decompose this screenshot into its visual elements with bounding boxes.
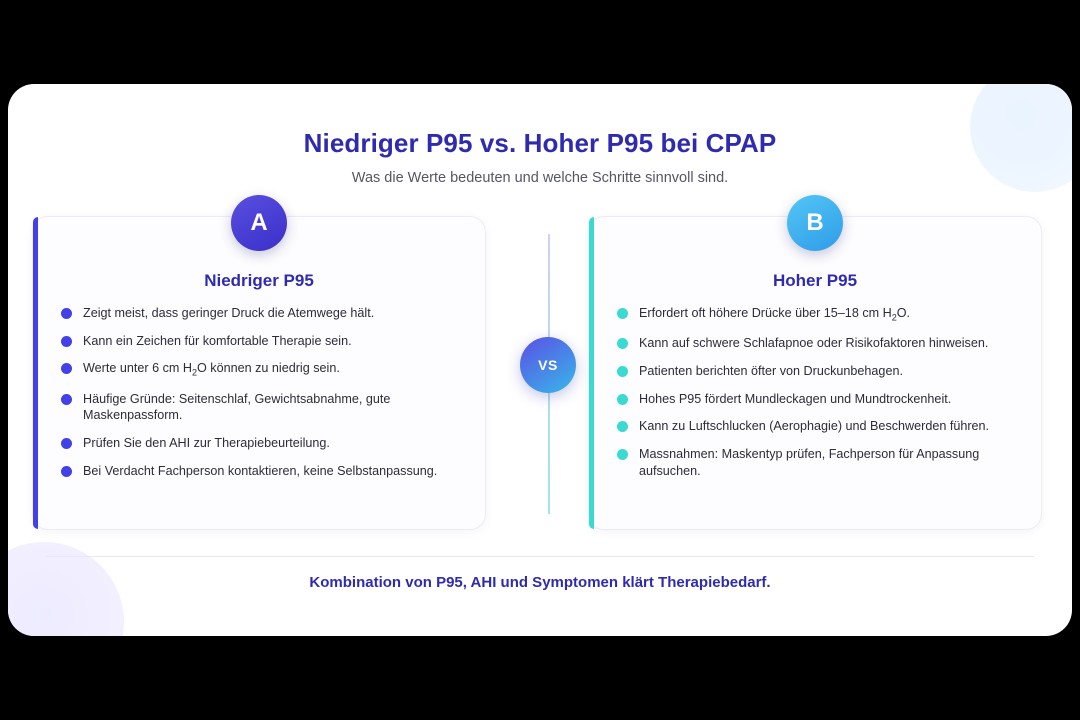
panel-hoher-p95 <box>588 209 1042 530</box>
list-item: Erfordert oft höhere Drücke über 15–18 cm $H_2O$. <box>617 305 1019 324</box>
content-card <box>8 84 1072 636</box>
list-left <box>33 305 485 490</box>
panel-niedriger-p95 <box>32 209 486 530</box>
list-item: Kann auf schwere Schlafapnoe oder Risikofaktoren hinweisen. <box>617 335 1019 352</box>
list-item: Massnahmen: Maskentyp prüfen, Fachperson für Anpassung aufsuchen. <box>617 446 1019 479</box>
list-item: Kann zu Luftschlucken (Aerophagie) und Beschwerden führen. <box>617 418 1019 435</box>
list-item: Patienten berichten öfter von Druckunbehagen. <box>617 363 1019 380</box>
list-item: Zeigt meist, dass geringer Druck die Atemwege hält. <box>61 305 463 322</box>
list-item: Prüfen Sie den AHI zur Therapiebeurteilung. <box>61 435 463 452</box>
badge-a: A <box>231 195 287 251</box>
footer-text: Kombination von P95, AHI und Symptomen klärt Therapiebedarf. <box>309 574 771 591</box>
page-title: Niedriger P95 vs. Hoher P95 bei CPAP <box>303 128 777 158</box>
list-right <box>589 305 1041 490</box>
panel-title-right: Hoher P95 <box>772 271 858 290</box>
vs-badge: VS <box>520 337 576 393</box>
badge-b: B <box>787 195 843 251</box>
list-item: Kann ein Zeichen für komfortable Therapie sein. <box>61 333 463 350</box>
list-item: Bei Verdacht Fachperson kontaktieren, keine Selbstanpassung. <box>61 463 463 480</box>
list-item: Häufige Gründe: Seitenschlaf, Gewichtsabnahme, gute Maskenpassform. <box>61 391 463 424</box>
page-subtitle: Was die Werte bedeuten und welche Schritte sinnvoll sind. <box>351 170 729 186</box>
list-item: Werte unter 6 cm $H_2O$ können zu niedrig sein. <box>61 360 463 379</box>
list-item: Hohes P95 fördert Mundleckagen und Mundtrockenheit. <box>617 391 1019 408</box>
panel-title-left: Niedriger P95 <box>204 271 314 290</box>
footer-divider <box>46 556 1034 557</box>
